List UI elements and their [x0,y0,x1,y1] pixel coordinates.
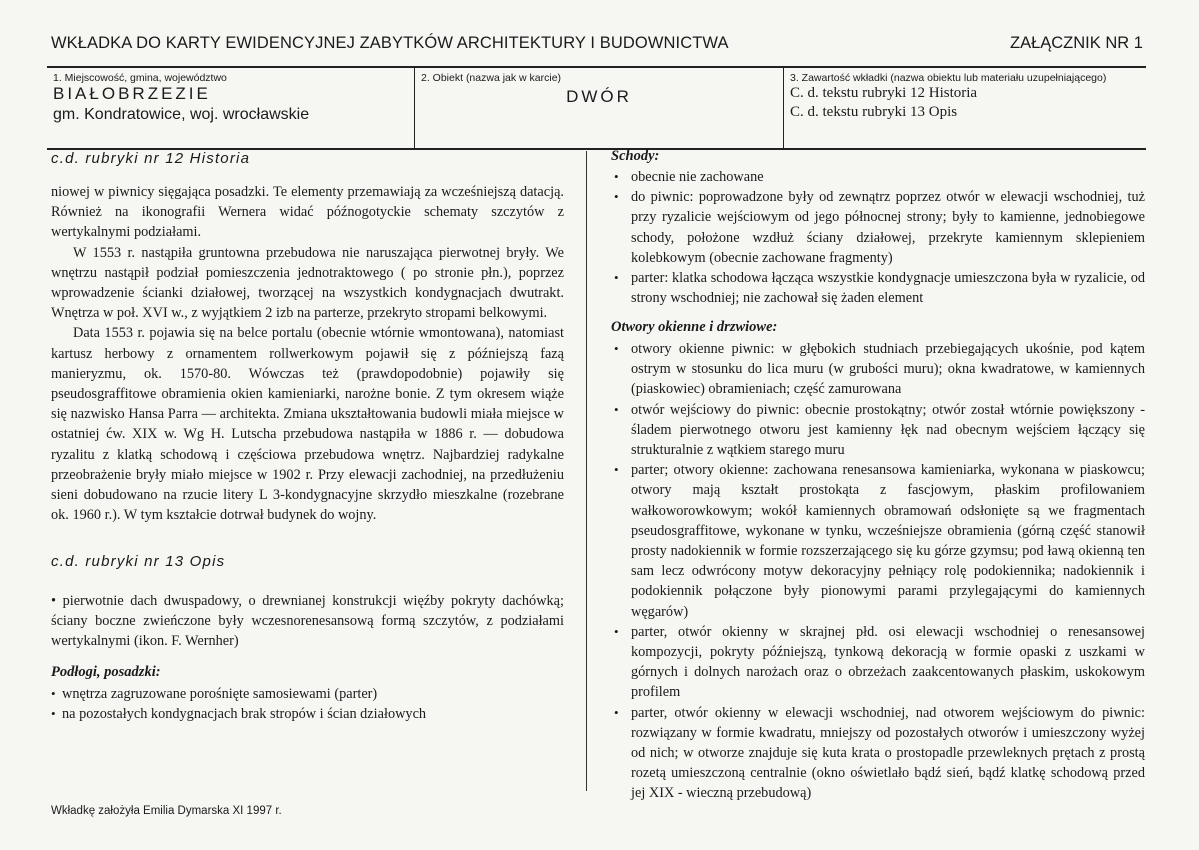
content-line-2: C. d. tekstu rubryki 13 Opis [790,104,958,120]
floors-list [51,684,564,724]
location-cell [47,68,414,148]
list-item: • parter; otwory okienne: zachowana renesansowa kamieniarka, wykonana w piaskowcu; otwory mają kształt prostokąta z fascjowym, płaskim profilowaniem wałkoworowkowym; wokół kamiennych obramowań odsłonięte są we fragmentach pseudosgraffitowe, wykonane w tynku, wcześniejsze obramienia (górną część stanowił prosty nadokiennik w formie rozszerzającego się ku górze gzymsu; pod ławą okienną ten sam lecz odwrócony motyw dekoracyjny pełniący rolę podokiennika; nadokiennik i podokiennik połączone były pionowymi parami przylegającymi do kamiennych węgarów) [611,460,1145,622]
content-cell [783,68,1146,148]
history-paragraph-1: niowej w piwnicy sięgająca posadzki. Te elementy przemawiają za wcześniejszą datacją. Również na ikonografii Wernera widać późnogotyckie schematy szczytów z wertykalnymi podziałami. [51,184,564,241]
list-item: • parter: klatka schodowa łącząca wszystkie kondygnacje umieszczona była w ryzalicie, od strony wschodniej; nie zachował się żaden element [611,268,1145,308]
history-text [51,182,564,525]
stairs-heading: Schody: [611,148,660,164]
list-item: • otwory okienne piwnic: w głębokich studniach przebiegających ukośnie, pod kątem ostrym w stosunku do lica muru (w grubości muru); okna kwadratowe, w kamiennych (piaskowiec) obramieniach; część zamurowana [611,339,1145,400]
list-item: • parter, otwór okienny w skrajnej płd. osi elewacji wschodniej o renesansowej kompozycji, pokryty późniejszą, tynkową dekoracją w formie opaski z uszkami w górnych i dolnych narożach oraz o obrzeżach zaakcentowanych płaskim, uskokowym profilem [611,622,1145,703]
history-paragraph-2: W 1553 r. nastąpiła gruntowna przebudowa nie naruszająca pierwotnej bryły. We wnętrzu nastąpił podział pomieszczenia jednotraktowego ( po stronie płn.), poprzez wprowadzenie ścianki działowej, tworzącej na wszystkich kondygnacjach dwutrakt. Wnętrza w poł. XVI w., z wyjątkiem 2 izb na parterze, przekryto stropami belkowymi. [51,244,564,322]
list-item: • obecnie nie zachowane [611,167,1145,187]
column-divider [586,151,587,791]
document-title: WKŁADKA DO KARTY EWIDENCYJNEJ ZABYTKÓW ARCHITEKTURY I BUDOWNICTWA [51,34,729,52]
location-detail: gm. Kondratowice, woj. wrocławskie [53,106,310,123]
floors-heading: Podłogi, posadzki: [51,664,161,680]
object-cell [414,68,783,148]
list-item: • do piwnic: poprowadzone były od zewnątrz poprzez otwór w elewacji wschodniej, tuż przy ryzalicie wejściowym od jego północnej strony; były to kamienne, jednobiegowe schody, położone wzdłuż ściany działowej, przekryte kamiennym sklepieniem kolebkowym (obecnie zachowane fragmenty) [611,187,1145,268]
footer-note: Wkładkę założyła Emilia Dymarska XI 1997 r. [51,805,282,817]
location-label: 1. Miejscowość, gmina, województwo [53,72,227,84]
list-item: • parter, otwór okienny w elewacji wschodniej, nad otworem wejściowym do piwnic: rozwiązany w formie kwadratu, mniejszy od pozostałych otworów i umieszczony wyżej od nich; w otworze znajduje się kuta krata o prostopadle przewleknych prętach z prostą rozetą umieszczoną centralnie (okno oświetlało bądź sień, bądź klatkę schodową przed jej XIX - wieczną przebudową) [611,703,1145,804]
location-name: BIAŁOBRZEZIE [53,84,211,103]
content-line-1: C. d. tekstu rubryki 12 Historia [790,85,978,101]
list-item: • na pozostałych kondygnacjach brak stropów i ścian działowych [51,704,564,724]
object-label: 2. Obiekt (nazwa jak w karcie) [421,72,562,84]
openings-list-container [611,339,1145,804]
annex-label: ZAŁĄCZNIK NR 1 [1010,34,1143,52]
description-text [51,591,564,652]
description-heading: c.d. rubryki nr 13 Opis [51,553,226,570]
object-name: DWÓR [566,87,632,106]
content-label: 3. Zawartość wkładki (nazwa obiektu lub materiału uzupełniającego) [790,72,1107,84]
stairs-list-container [611,167,1145,308]
history-paragraph-3: Data 1553 r. pojawia się na belce portalu (obecnie wtórnie wmontowana), natomiast kartusz herbowy z ornamentem rollwerkowym pojawił się z późniejszą fazą manieryzmu, ok. 1570-80. Wówczas też (prawdopodobnie) pojawiły się pseudosgraffitowe obramienia okien kamieniarki, narożne bonie. Z tym okresem wiąże się nazwisko Hansa Parra — architekta. Zmiana ukształtowania budowli miała miejsce w ostatniej ćw. XIX w. Wg H. Lutscha przebudowa nastąpiła w 1886 r. — dobudowa ryzalitu z klatką schodową i częściowa przebudowa wnętrz. Najbardziej radykalne przeobrażenie bryły miało miejsce w 1902 r. Przy elewacji zachodniej, na przedłużeniu sieni dobudowano na rzucie litery L 3-kondygnacyjne skrzydło mieszkalne (rozebrane ok. 1960 r.). W tym kształcie dotrwał budynek do wojny. [51,325,564,524]
header-box [47,66,1146,150]
openings-heading: Otwory okienne i drzwiowe: [611,319,778,335]
stairs-list [611,167,1145,308]
history-heading: c.d. rubryki nr 12 Historia [51,150,251,167]
list-item: • wnętrza zagruzowane porośnięte samosiewami (parter) [51,684,564,704]
description-paragraph-1: • pierwotnie dach dwuspadowy, o drewnianej konstrukcji więźby pokryty dachówką; ściany boczne zwieńczone były wczesnorenesansową formą szczytów, z podziałami wertykalnymi (ikon. F. Wernher) [51,593,564,650]
list-item: • otwór wejściowy do piwnic: obecnie prostokątny; otwór został wtórnie powiększony - śladem pierwotnego otworu jest kamienny łęk nad obecnym wejściem łączący się strukturalnie z wątkiem starego muru [611,400,1145,461]
floors-list-container [51,684,564,724]
openings-list [611,339,1145,804]
